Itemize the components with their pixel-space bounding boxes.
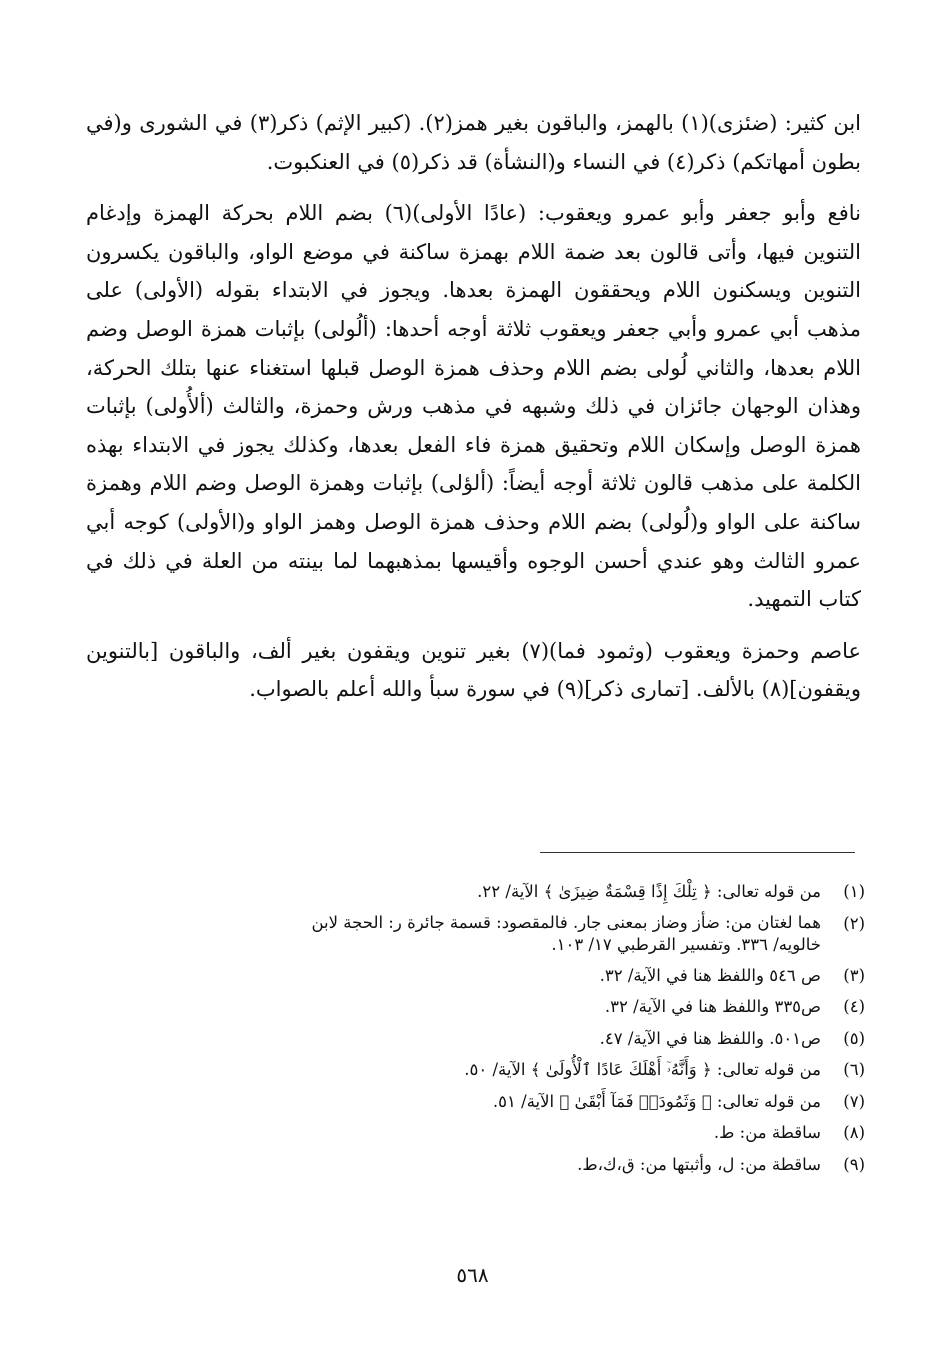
footnote-text: من قوله تعالى: ﴿ وَأَنَّهُۥٓ أَهْلَكَ عَادًا ٱلْأُولَىٰ ﴾ الآية/ ٥٠.: [464, 1060, 821, 1079]
page-number: ٥٦٨: [456, 1263, 489, 1287]
footnote-number: (١): [843, 882, 865, 901]
footnote-text: من قوله تعالى: ﴿ وَثَمُودَا۟ فَمَآ أَبْقَىٰ ﴾ الآية/ ٥١.: [492, 1091, 821, 1111]
footnote-number: (٩): [843, 1154, 865, 1174]
footnote-text: ساقطة من: ط.: [713, 1123, 821, 1142]
paragraph-3: عاصم وحمزة ويعقوب (وثمود فما)(٧) بغير تنوين ويقفون بغير ألف، والباقون [بالتنوين ويقفون](٨) بالألف. [تمارى ذكر](٩) في سورة سبأ والله أعلم بالصواب.: [86, 638, 861, 702]
footnote-number: (٧): [843, 1091, 865, 1111]
footnote-number: (٥): [843, 1028, 865, 1048]
footnote-text: هما لغتان من: ضأز وضاز بمعنى جار. فالمقصود: قسمة جائرة ر: الحجة لابن خالويه/ ٣٣٦. وتفسير القرطبي ١٧/ ١٠٣.: [311, 912, 821, 954]
paragraph-1: ابن كثير: (ضئزى)(١) بالهمز، والباقون بغير همز(٢). (كبير الإثم) ذكر(٣) في الشورى و(في بطون أمهاتكم) ذكر(٤) في النساء و(النشأة) قد ذكر(٥) في العنكبوت.: [86, 111, 862, 174]
footnote-number: (٣): [843, 965, 865, 985]
footnote-2: [300, 908, 865, 960]
footnote-9: [300, 1149, 865, 1181]
footnote-number: (٤): [843, 997, 865, 1016]
main-text: [86, 104, 861, 722]
footnote-1: [300, 876, 865, 908]
footnote-text: ص٥٠١. واللفظ هنا في الآية/ ٤٧.: [599, 1028, 821, 1048]
footnote-3: [300, 960, 865, 992]
footnote-6: [300, 1054, 865, 1086]
footnote-number: (٨): [843, 1123, 865, 1142]
paragraph-2: نافع وأبو جعفر وأبو عمرو ويعقوب: (عادًا الأولى)(٦) بضم اللام بحركة الهمزة وإدغام التنوين فيها، وأتى قالون بعد ضمة اللام بهمزة ساكنة في موضع الواو، والباقون يكسرون التنوين ويسكنون اللام ويحققون الهمزة بعدها. ويجوز في الابتداء بقوله (الأولى) على مذهب أبي عمرو وأبي جعفر ويعقوب ثلاثة أوجه أحدها: (ألُولى) بإثبات همزة الوصل وضم اللام بعدها، والثاني لُولى بضم اللام وحذف همزة الوصل قبلها استغناء عنها بتلك الحركة، وهذان الوجهان جائزان في ذلك وشبهه في مذهب ورش وحمزة، والثالث (ألأُولى) بإثبات همزة الوصل وإسكان اللام وتحقيق همزة فاء الفعل بعدها، وكذلك يجوز في الابتداء بهذه الكلمة على مذهب قالون ثلاثة أوجه أيضاً: (ألؤلى) بإثبات وهمزة الوصل وضم اللام وهمزة ساكنة على الواو و(لُولى) بضم اللام وحذف همزة الوصل وهمز الواو و(الأولى) كوجه أبي عمرو الثالث وهو عندي أحسن الوجوه وأقيسها بمذهبهما لما بينته من العلة في ذلك في كتاب التمهيد.: [86, 201, 861, 612]
footnote-7: [300, 1086, 865, 1118]
footnote-4: [300, 991, 865, 1023]
footnote-number: (٦): [843, 1060, 865, 1079]
footnote-text: ص ٥٤٦ واللفظ هنا في الآية/ ٣٢.: [599, 965, 821, 985]
footnote-text: ص٣٣٥ واللفظ هنا في الآية/ ٣٢.: [604, 997, 821, 1016]
footnote-separator: [540, 852, 855, 853]
footnote-number: (٢): [843, 913, 865, 933]
footnote-text: من قوله تعالى: ﴿ تِلْكَ إِذًا قِسْمَةٌ ضِيزَىٰ ﴾ الآية/ ٢٢.: [477, 882, 821, 901]
footnote-5: [300, 1023, 865, 1055]
footnotes: [300, 876, 865, 1180]
footnote-8: [300, 1117, 865, 1149]
footnote-text: ساقطة من: ل، وأثبتها من: ق،ك،ط.: [577, 1154, 821, 1174]
